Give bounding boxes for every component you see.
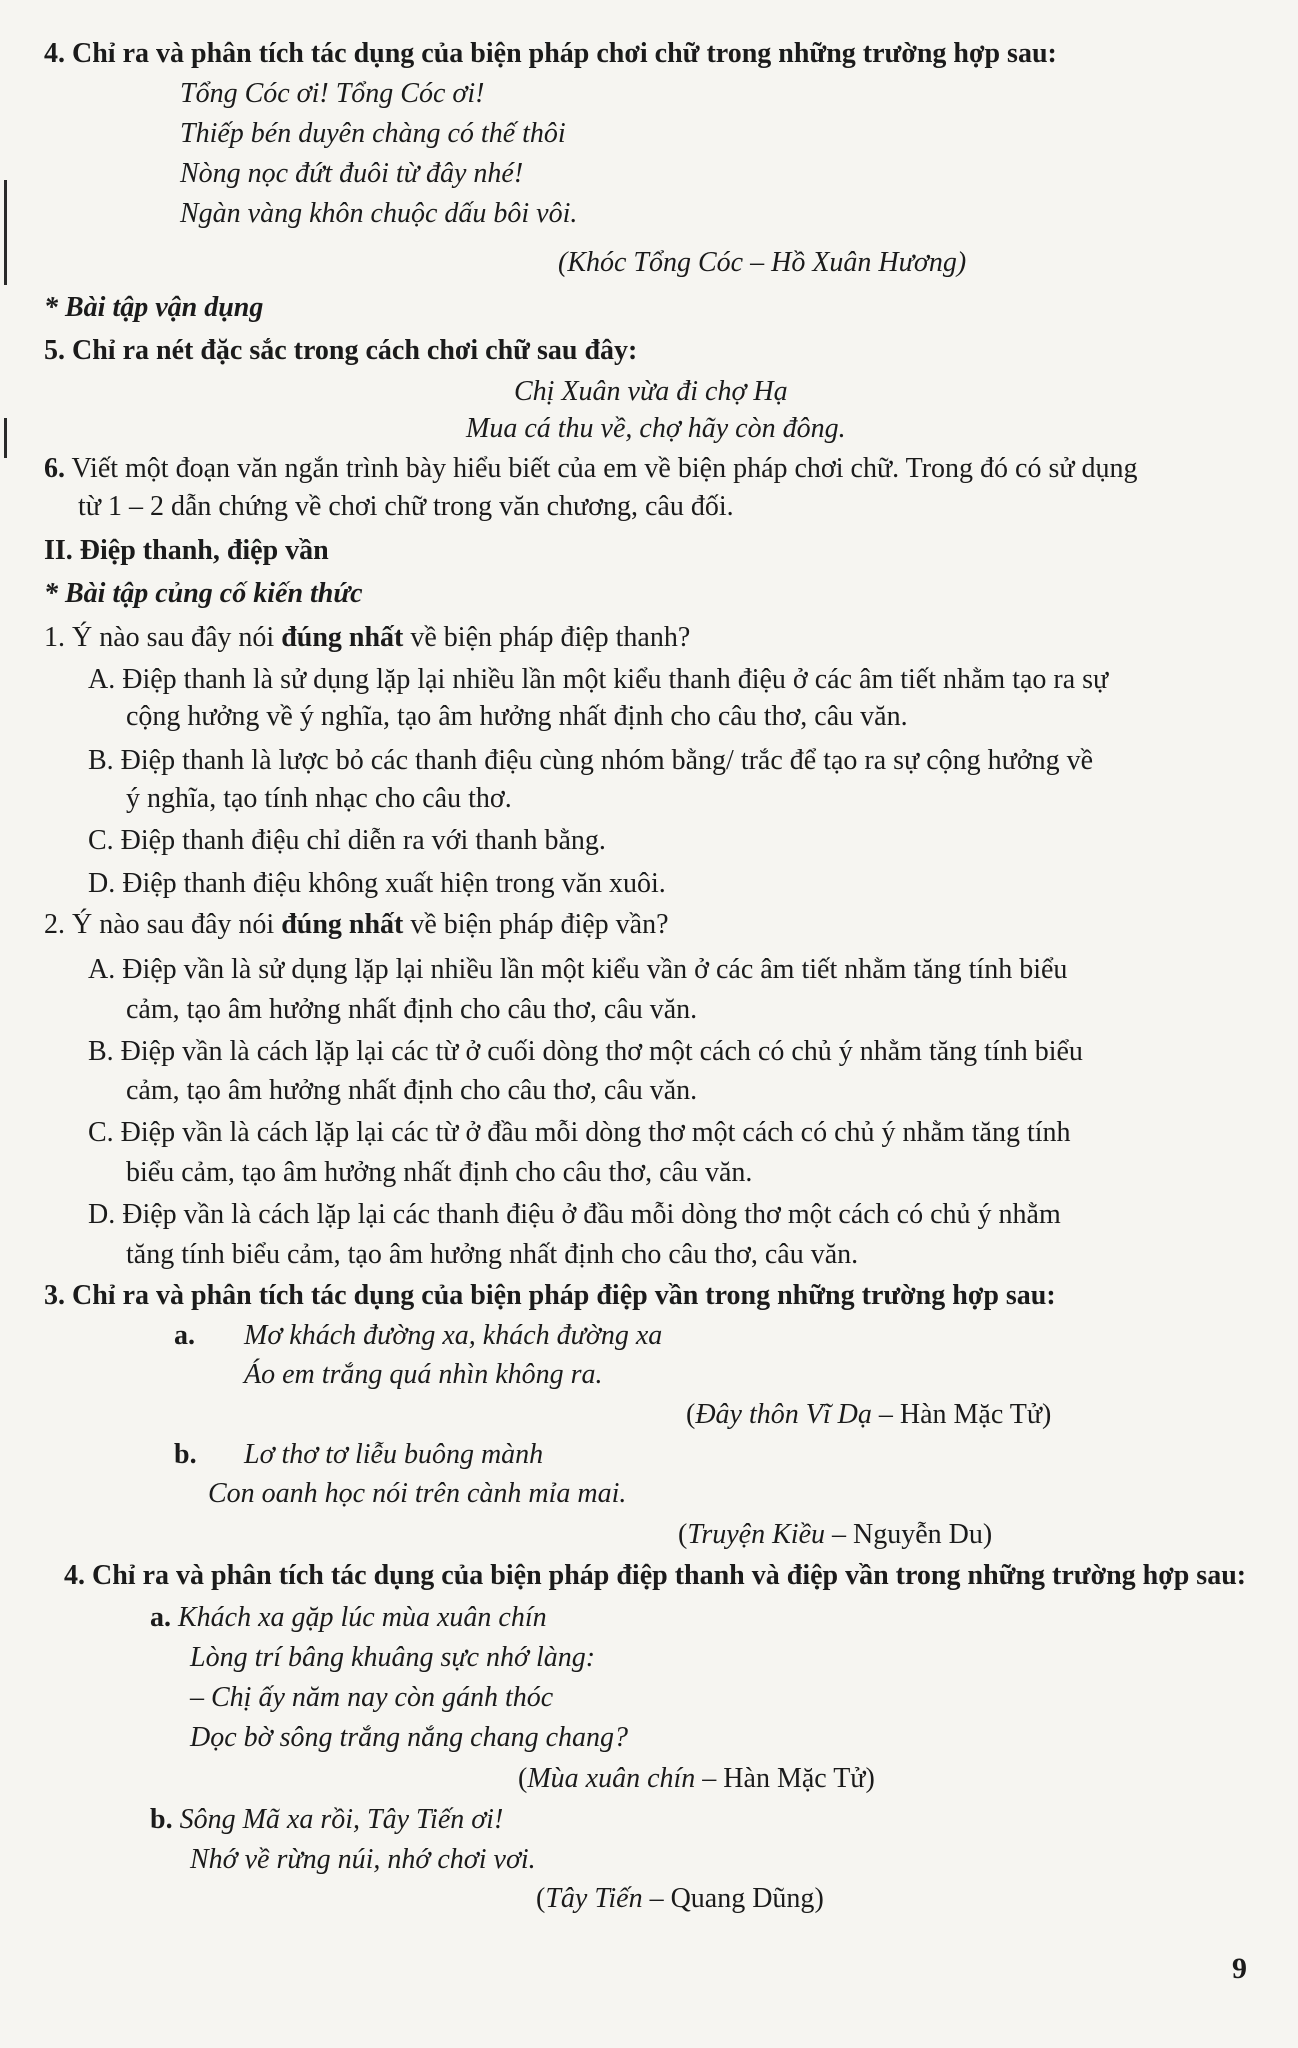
poem-line: Con oanh học nói trên cành mỉa mai.: [208, 1478, 627, 1509]
q6-prompt-line: 6. Viết một đoạn văn ngắn trình bày hiểu biết của em về biện pháp chơi chữ. Trong đó có sử dụng: [44, 453, 1138, 484]
q2-option-a-cont: cảm, tạo âm hưởng nhất định cho câu thơ, câu văn.: [126, 994, 698, 1025]
q4-prompt: 4. Chỉ ra và phân tích tác dụng của biện pháp điệp thanh và điệp vần trong những trường hợp sau:: [64, 1560, 1247, 1591]
poem-line: Áo em trắng quá nhìn không ra.: [244, 1359, 603, 1390]
q2-option-b-cont: cảm, tạo âm hưởng nhất định cho câu thơ, câu văn.: [126, 1075, 698, 1106]
q2-option-a: A. Điệp vần là sử dụng lặp lại nhiều lần một kiểu vần ở các âm tiết nhằm tăng tính biểu: [88, 954, 1068, 985]
poem-line: Dọc bờ sông trắng nắng chang chang?: [190, 1722, 629, 1753]
q3-prompt: 3. Chỉ ra và phân tích tác dụng của biện pháp điệp vần trong những trường hợp sau:: [44, 1280, 1056, 1311]
q2-option-b: B. Điệp vần là cách lặp lại các từ ở cuối dòng thơ một cách có chủ ý nhằm tăng tính biểu: [88, 1036, 1083, 1067]
q1-option-d: D. Điệp thanh điệu không xuất hiện trong văn xuôi.: [88, 868, 666, 899]
poem-line: Mơ khách đường xa, khách đường xa: [244, 1320, 663, 1351]
poem-line: Chị Xuân vừa đi chợ Hạ: [514, 376, 788, 407]
poem-line: Lơ thơ tơ liễu buông mành: [244, 1439, 544, 1470]
scan-margin-mark: [4, 180, 7, 285]
knowledge-exercises-heading: * Bài tập củng cố kiến thức: [44, 578, 363, 609]
q6-prompt-line: từ 1 – 2 dẫn chứng về chơi chữ trong văn chương, câu đối.: [78, 491, 734, 522]
q5-prompt: 5. Chỉ ra nét đặc sắc trong cách chơi chữ sau đây:: [44, 335, 638, 366]
poem-line: Ngàn vàng khôn chuộc dấu bôi vôi.: [180, 198, 578, 229]
item-label: a.: [174, 1320, 195, 1351]
q1-prompt: 1. Ý nào sau đây nói đúng nhất về biện pháp điệp thanh?: [44, 622, 691, 653]
poem-source: (Mùa xuân chín – Hàn Mặc Tử): [518, 1763, 875, 1794]
poem-source: (Truyện Kiều – Nguyễn Du): [678, 1519, 993, 1550]
q2-option-d-cont: tăng tính biểu cảm, tạo âm hưởng nhất định cho câu thơ, câu văn.: [126, 1239, 859, 1270]
scan-margin-mark: [4, 418, 7, 458]
q1-option-c: C. Điệp thanh điệu chỉ diễn ra với thanh bằng.: [88, 825, 606, 856]
poem-line: Thiếp bén duyên chàng có thế thôi: [180, 118, 566, 149]
q2-option-c-cont: biểu cảm, tạo âm hưởng nhất định cho câu thơ, câu văn.: [126, 1157, 753, 1188]
q4-a-first-line: a. Khách xa gặp lúc mùa xuân chín: [150, 1602, 547, 1633]
q1-option-b: B. Điệp thanh là lược bỏ các thanh điệu cùng nhóm bằng/ trắc để tạo ra sự cộng hưởng về: [88, 745, 1094, 776]
q1-option-a: A. Điệp thanh là sử dụng lặp lại nhiều lần một kiểu thanh điệu ở các âm tiết nhằm tạo ra sự: [88, 664, 1109, 695]
poem-source: (Tây Tiến – Quang Dũng): [536, 1883, 824, 1914]
item-label: b.: [174, 1439, 197, 1470]
poem-line: Tổng Cóc ơi! Tổng Cóc ơi!: [180, 78, 485, 109]
poem-line: – Chị ấy năm nay còn gánh thóc: [190, 1682, 554, 1713]
q2-option-c: C. Điệp vần là cách lặp lại các từ ở đầu mỗi dòng thơ một cách có chủ ý nhằm tăng tính: [88, 1117, 1071, 1148]
q2-prompt: 2. Ý nào sau đây nói đúng nhất về biện pháp điệp vần?: [44, 909, 669, 940]
q2-option-d: D. Điệp vần là cách lặp lại các thanh điệu ở đầu mỗi dòng thơ một cách có chủ ý nhằm: [88, 1199, 1061, 1230]
poem-source: (Khóc Tổng Cóc – Hồ Xuân Hương): [558, 247, 967, 278]
poem-source: (Đây thôn Vĩ Dạ – Hàn Mặc Tử): [686, 1399, 1052, 1430]
page-number: 9: [1232, 1952, 1247, 1985]
q1-option-b-cont: ý nghĩa, tạo tính nhạc cho câu thơ.: [126, 783, 512, 814]
q4-b-first-line: b. Sông Mã xa rồi, Tây Tiến ơi!: [150, 1804, 504, 1835]
q1-option-a-cont: cộng hưởng về ý nghĩa, tạo âm hưởng nhất định cho câu thơ, câu văn.: [126, 701, 908, 732]
section-heading: II. Điệp thanh, điệp vần: [44, 535, 329, 566]
poem-line: Nòng nọc đứt đuôi từ đây nhé!: [180, 158, 524, 189]
q4-chơi-chữ-prompt: 4. Chỉ ra và phân tích tác dụng của biện pháp chơi chữ trong những trường hợp sau:: [44, 38, 1057, 69]
applied-exercises-heading: * Bài tập vận dụng: [44, 292, 264, 323]
poem-line: Nhớ về rừng núi, nhớ chơi vơi.: [190, 1844, 536, 1875]
poem-line: Lòng trí bâng khuâng sực nhớ làng:: [190, 1642, 596, 1673]
poem-line: Mua cá thu về, chợ hãy còn đông.: [466, 413, 846, 444]
